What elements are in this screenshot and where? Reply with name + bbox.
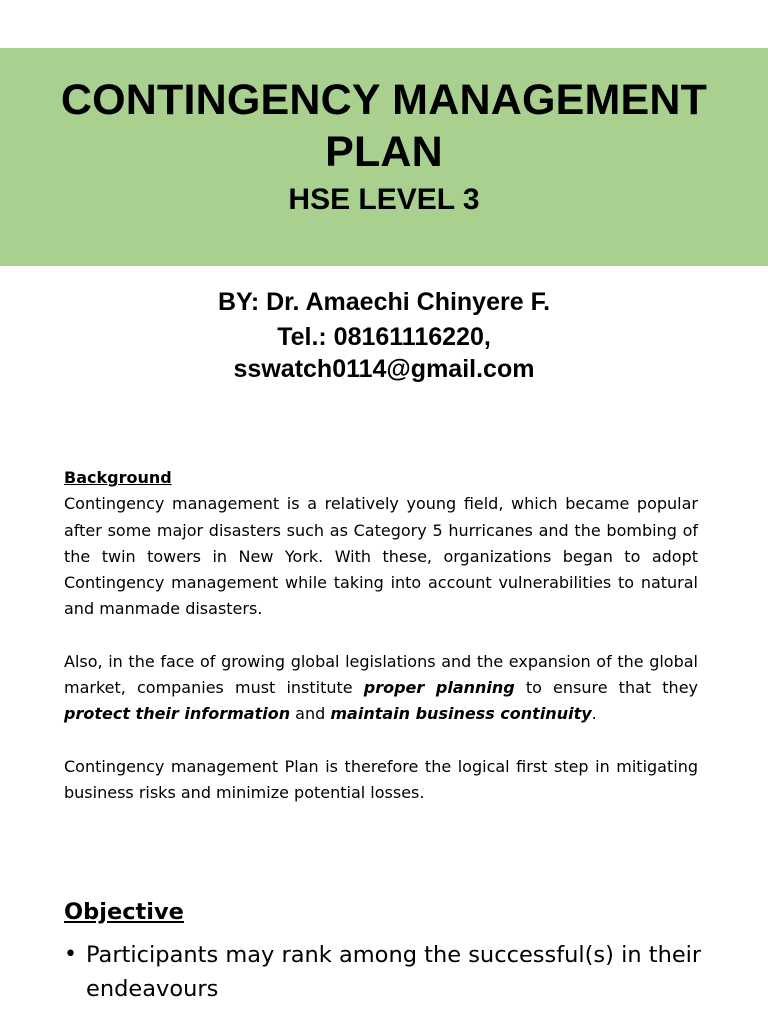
para2-text-c: and: [290, 704, 331, 724]
background-paragraph-1: Contingency management is a relatively young field, which became popular after some major disasters such as Category 5 hurricanes and the bombing of the twin towers in New York. With these, organizations began to adopt Contingency management while taking into account vulnerabilities to natural and manmade disasters.: [64, 494, 698, 619]
author-phone: Tel.: 08161116220,: [277, 323, 491, 351]
author-block: [0, 286, 768, 385]
background-heading: Background: [64, 468, 172, 487]
para2-text-a: Also, in the face of growing global legislations and the expansion of the global market, companies must institute: [64, 651, 698, 698]
background-paragraph-2: [64, 649, 698, 728]
background-section: [64, 465, 698, 832]
objective-section: [64, 896, 724, 1006]
bullet-icon: •: [64, 942, 77, 967]
emphasis-proper-planning: proper planning: [363, 678, 515, 698]
para2-text-d: .: [591, 704, 597, 724]
background-paragraph-3: Contingency management Plan is therefore the logical first step in mitigating business risks and minimize potential losses.: [64, 756, 698, 802]
author-name: BY: Dr. Amaechi Chinyere F.: [217, 288, 551, 316]
objective-list: [64, 938, 724, 1006]
list-item: [64, 938, 724, 1006]
emphasis-protect-information: protect their information: [64, 704, 291, 724]
title-banner: [0, 48, 768, 266]
objective-heading: Objective: [64, 899, 184, 925]
emphasis-business-continuity: maintain business continuity: [330, 704, 592, 724]
document-subtitle: HSE LEVEL 3: [288, 183, 480, 216]
para2-text-b: to ensure that they: [514, 678, 699, 698]
objective-bullet-text: Participants may rank among the successful(s) in their endeavours: [86, 942, 702, 1002]
document-title: CONTINGENCY MANAGEMENT PLAN: [60, 76, 708, 176]
author-email: sswatch0114@gmail.com: [233, 355, 535, 383]
